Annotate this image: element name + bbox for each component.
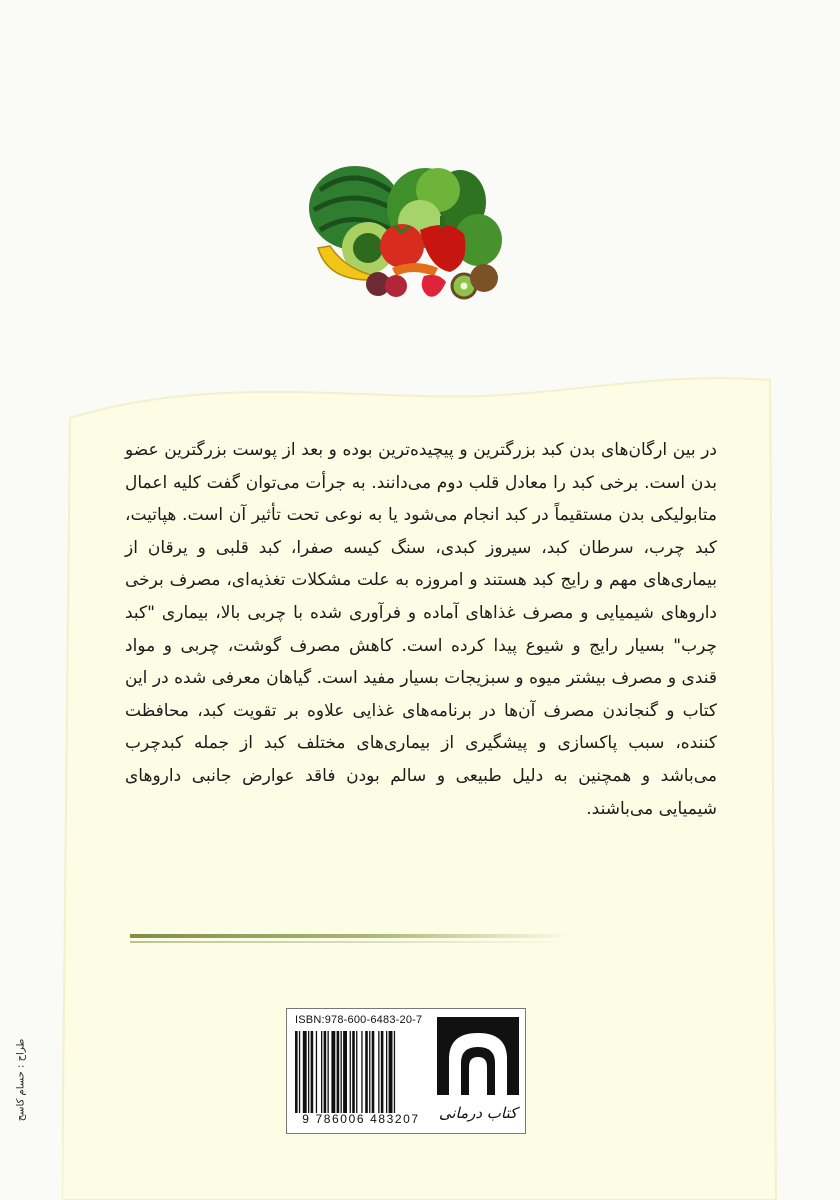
publisher-logo <box>435 1015 521 1129</box>
fruit-vegetable-illustration <box>300 160 510 305</box>
designer-credit <box>12 1020 30 1140</box>
description-paragraph: در بین ارگان‌های بدن کبد بزرگترین و پیچیده‌ترین بوده و بعد از پوست بزرگترین عضو بدن است. برخی کبد را معادل قلب دوم می‌دانند. به جرأت می‌توان گفت کلیه اعمال متابولیکی بدن مستقیماً در کبد انجام می‌شود یا به نوعی تحت تأثیر آن است. هپاتیت، کبد چرب، سرطان کبد، سیروز کبدی، سنگ کیسه صفرا، کبد قلبی و یرقان از بیماری‌های مهم و رایج کبد هستند و امروزه به علت مشکلات تغذیه‌ای، مصرف برخی داروهای شیمیایی و مصرف غذاهای آماده و فرآوری شده با چربی بالا، بیماری "کبد چرب" بسیار رایج و شیوع پیدا کرده است. کاهش مصرف گوشت، چربی و مواد قندی و مصرف بیشتر میوه و سبزیجات بسیار مفید است. گیاهان معرفی شده در این کتاب و گنجاندن مصرف آن‌ها در برنامه‌های غذایی علاوه بر تقویت کبد، محافظت کننده، سبب پاکسازی و پیشگیری از بیماری‌های مختلف کبد از جمله کبدچرب می‌باشد و همچنین به دلیل طبیعی و سالم بودن فاقد عوارض جانبی داروهای شیمیایی می‌باشند. <box>125 440 717 819</box>
barcode-icon <box>293 1031 429 1113</box>
barcode-digits: 9 786006 483207 <box>302 1112 420 1126</box>
fruit-vegetable-bowl-icon <box>300 160 510 305</box>
designer-credit-text: طراح : حسام کاسح <box>15 1038 27 1122</box>
isbn-barcode-box <box>286 1008 526 1134</box>
publisher-arch-logo-icon <box>435 1015 521 1129</box>
isbn-label: ISBN:978-600-6483-20-7 <box>295 1014 423 1026</box>
publisher-name: کتاب درمانی <box>438 1104 518 1122</box>
decorative-divider <box>130 934 570 943</box>
